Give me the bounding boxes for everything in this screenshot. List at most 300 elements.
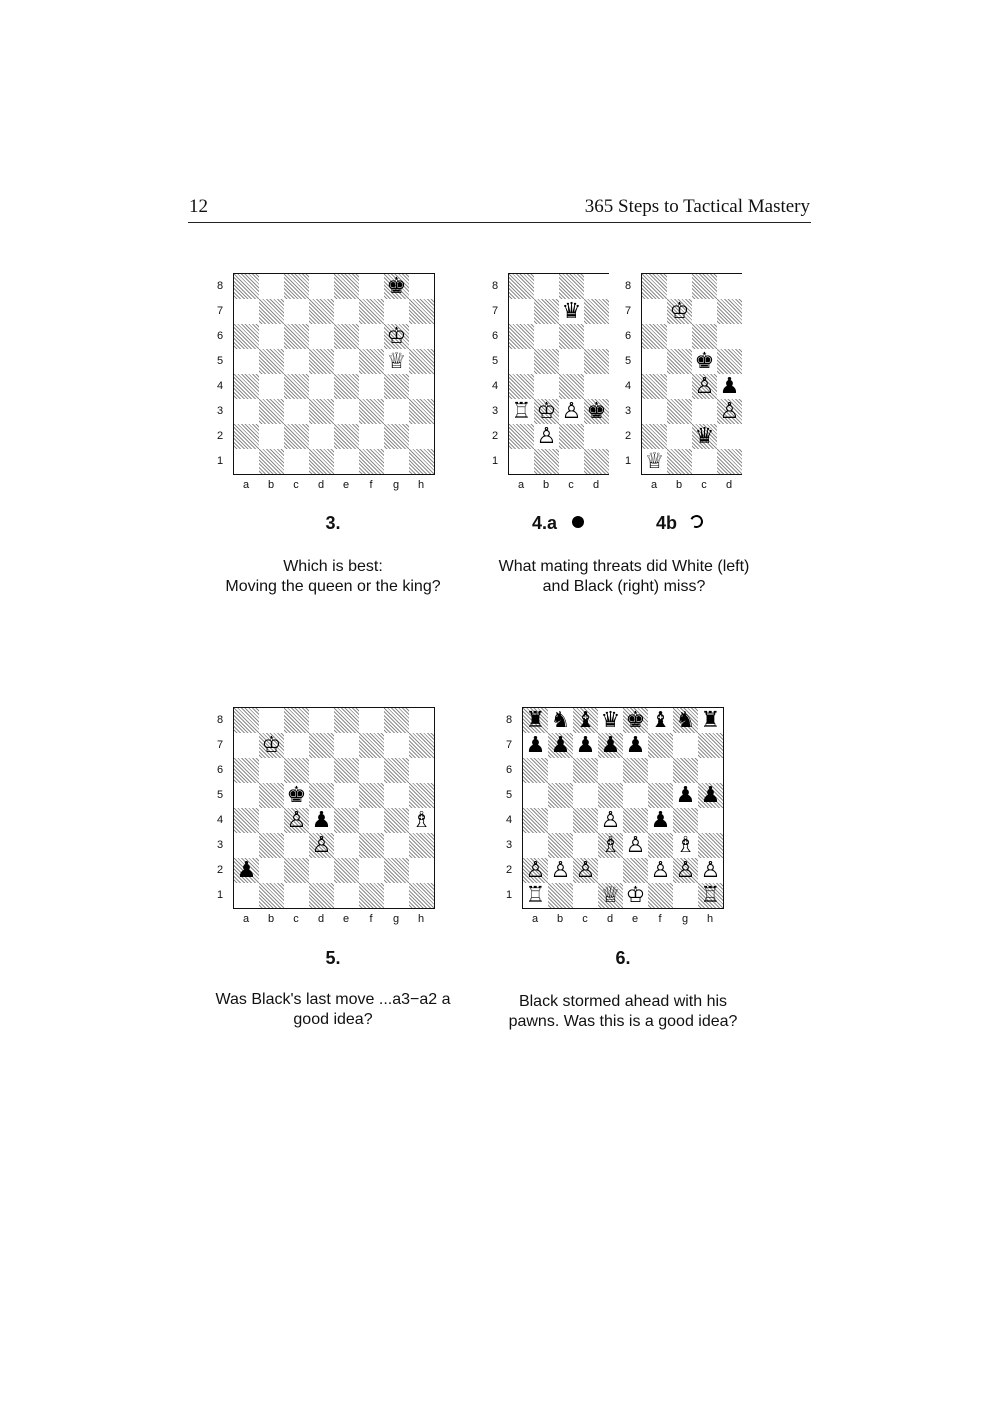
- square-e7: [334, 733, 359, 758]
- file-label: a: [242, 913, 250, 925]
- exercise-caption-3: [193, 557, 473, 597]
- square-g7: [384, 299, 409, 324]
- square-a3: [523, 833, 548, 858]
- rank-label: 3: [216, 839, 224, 851]
- rank-label: 2: [216, 864, 224, 876]
- rank-label: 7: [216, 305, 224, 317]
- square-g4: [384, 374, 409, 399]
- rank-label: 7: [624, 305, 632, 317]
- square-d8: [309, 708, 334, 733]
- square-d8: [717, 274, 742, 299]
- square-e4: [334, 808, 359, 833]
- square-a5: [234, 349, 259, 374]
- square-c3: [284, 399, 309, 424]
- square-e1: [334, 883, 359, 908]
- rank-label: 7: [505, 739, 513, 751]
- white-rook-icon: ♖: [700, 883, 721, 908]
- white-rook-icon: ♖: [525, 883, 546, 908]
- square-a1: [234, 449, 259, 474]
- square-g6: [673, 758, 698, 783]
- square-g6: [384, 758, 409, 783]
- square-d7: [717, 299, 742, 324]
- white-pawn-icon: ♙: [575, 858, 596, 883]
- file-label: e: [342, 479, 350, 491]
- file-label: f: [369, 913, 373, 925]
- white-pawn-icon: ♙: [525, 858, 546, 883]
- square-b4: [259, 374, 284, 399]
- file-label: d: [317, 913, 325, 925]
- square-b6: [534, 324, 559, 349]
- white-pawn-icon: ♙: [600, 808, 621, 833]
- square-d1: [717, 449, 742, 474]
- file-label: c: [568, 479, 574, 491]
- black-king-icon: ♚: [586, 399, 607, 424]
- square-c7: [692, 299, 717, 324]
- square-d1: [309, 449, 334, 474]
- square-d6: [309, 758, 334, 783]
- black-pawn-icon: ♟: [700, 783, 721, 808]
- square-d5: [309, 783, 334, 808]
- square-c6: [559, 324, 584, 349]
- rank-label: 3: [624, 405, 632, 417]
- square-e8: [334, 274, 359, 299]
- square-f5: [648, 783, 673, 808]
- file-label: g: [392, 479, 400, 491]
- square-h3: [698, 833, 723, 858]
- square-b1: [259, 449, 284, 474]
- square-c6: [573, 758, 598, 783]
- file-label: c: [701, 479, 707, 491]
- square-e2: [623, 858, 648, 883]
- square-d2: [309, 424, 334, 449]
- square-b5: [548, 783, 573, 808]
- black-pawn-icon: ♟: [311, 808, 332, 833]
- square-b5: [259, 783, 284, 808]
- white-pawn-icon: ♙: [625, 833, 646, 858]
- square-c8: [284, 274, 309, 299]
- square-a8: [509, 274, 534, 299]
- square-a7: [642, 299, 667, 324]
- black-rook-icon: ♜: [700, 708, 721, 733]
- square-d1: [309, 883, 334, 908]
- square-f4: [359, 374, 384, 399]
- rank-label: 6: [216, 330, 224, 342]
- square-b7: [259, 299, 284, 324]
- exercise-number-4b: [656, 513, 726, 534]
- square-b5: [667, 349, 692, 374]
- square-c3: [573, 833, 598, 858]
- square-f1: [359, 883, 384, 908]
- rank-label: 6: [505, 764, 513, 776]
- square-a3: [234, 833, 259, 858]
- file-label: b: [267, 913, 275, 925]
- square-c5: [284, 349, 309, 374]
- square-b4: [534, 374, 559, 399]
- black-rook-icon: ♜: [525, 708, 546, 733]
- rank-label: 5: [624, 355, 632, 367]
- square-c5: [559, 349, 584, 374]
- white-bishop-icon: ♗: [675, 833, 696, 858]
- square-b1: [534, 449, 559, 474]
- square-e3: [334, 833, 359, 858]
- square-a8: [642, 274, 667, 299]
- square-a4: [523, 808, 548, 833]
- square-b3: [667, 399, 692, 424]
- file-label: b: [542, 479, 550, 491]
- square-e5: [623, 783, 648, 808]
- file-label: e: [631, 913, 639, 925]
- black-pawn-icon: ♟: [719, 374, 740, 399]
- square-h4: [409, 374, 434, 399]
- square-h5: [409, 349, 434, 374]
- square-c1: [573, 883, 598, 908]
- square-h7: [698, 733, 723, 758]
- square-b4: [667, 374, 692, 399]
- square-a3: [234, 399, 259, 424]
- square-e5: [334, 349, 359, 374]
- square-c2: [284, 858, 309, 883]
- rank-label: 8: [624, 280, 632, 292]
- square-f8: [359, 274, 384, 299]
- square-b7: [534, 299, 559, 324]
- square-g4: [384, 808, 409, 833]
- square-g3: [384, 833, 409, 858]
- white-pawn-icon: ♙: [550, 858, 571, 883]
- chess-diagram-5: [216, 707, 435, 925]
- book-title: 365 Steps to Tactical Mastery: [584, 196, 810, 217]
- square-h2: [409, 424, 434, 449]
- square-d7: [309, 733, 334, 758]
- black-pawn-icon: ♟: [525, 733, 546, 758]
- black-bishop-icon: ♝: [575, 708, 596, 733]
- square-e3: [334, 399, 359, 424]
- black-knight-icon: ♞: [550, 708, 571, 733]
- black-pawn-icon: ♟: [650, 808, 671, 833]
- square-h6: [409, 324, 434, 349]
- square-c6: [692, 324, 717, 349]
- square-b5: [259, 349, 284, 374]
- square-a6: [234, 324, 259, 349]
- square-f6: [359, 324, 384, 349]
- white-bishop-icon: ♗: [600, 833, 621, 858]
- square-b1: [667, 449, 692, 474]
- exercise-caption-6: [483, 992, 763, 1032]
- square-d7: [584, 299, 609, 324]
- white-king-icon: ♔: [261, 733, 282, 758]
- square-a6: [523, 758, 548, 783]
- square-f5: [359, 783, 384, 808]
- square-a7: [509, 299, 534, 324]
- square-c4: [559, 374, 584, 399]
- square-a4: [642, 374, 667, 399]
- rank-label: 2: [216, 430, 224, 442]
- square-f3: [359, 399, 384, 424]
- square-b1: [548, 883, 573, 908]
- rank-label: 3: [216, 405, 224, 417]
- white-to-move-icon: [688, 513, 705, 530]
- square-f5: [359, 349, 384, 374]
- square-c1: [284, 449, 309, 474]
- exercise-number-5: 5.: [325, 948, 341, 968]
- file-label: c: [582, 913, 588, 925]
- square-f7: [359, 733, 384, 758]
- rank-label: 8: [216, 714, 224, 726]
- rank-label: 2: [505, 864, 513, 876]
- square-h7: [409, 733, 434, 758]
- caption-3-line-1: Which is best:: [283, 558, 383, 575]
- square-a1: [509, 449, 534, 474]
- square-d6: [584, 324, 609, 349]
- square-g1: [384, 883, 409, 908]
- rank-label: 4: [505, 814, 513, 826]
- square-f1: [648, 883, 673, 908]
- square-b8: [259, 708, 284, 733]
- exercise-caption-4: [474, 557, 774, 597]
- rank-label: 6: [624, 330, 632, 342]
- file-label: f: [658, 913, 662, 925]
- square-f7: [648, 733, 673, 758]
- rank-label: 1: [624, 455, 632, 467]
- square-d2: [584, 424, 609, 449]
- square-c3: [284, 833, 309, 858]
- white-pawn-icon: ♙: [286, 808, 307, 833]
- caption-5-line-1: Was Black's last move ...a3−a2 a: [215, 991, 451, 1008]
- rank-label: 4: [216, 380, 224, 392]
- black-queen-icon: ♛: [694, 424, 715, 449]
- square-e8: [334, 708, 359, 733]
- square-h8: [409, 708, 434, 733]
- square-b6: [259, 324, 284, 349]
- square-h6: [409, 758, 434, 783]
- white-king-icon: ♔: [536, 399, 557, 424]
- file-label: f: [369, 479, 373, 491]
- square-f3: [648, 833, 673, 858]
- black-pawn-icon: ♟: [236, 858, 257, 883]
- square-h7: [409, 299, 434, 324]
- square-c1: [692, 449, 717, 474]
- caption-6-line-1: Black stormed ahead with his: [518, 993, 728, 1010]
- square-b6: [259, 758, 284, 783]
- file-label: a: [242, 479, 250, 491]
- rank-label: 1: [491, 455, 499, 467]
- square-d6: [717, 324, 742, 349]
- square-g1: [384, 449, 409, 474]
- white-king-icon: ♔: [625, 883, 646, 908]
- rank-label: 5: [216, 789, 224, 801]
- square-c7: [284, 299, 309, 324]
- square-e6: [334, 324, 359, 349]
- square-b3: [259, 399, 284, 424]
- file-label: b: [675, 479, 683, 491]
- white-pawn-icon: ♙: [650, 858, 671, 883]
- square-c2: [559, 424, 584, 449]
- chess-diagram-3: [216, 273, 435, 491]
- caption-3-line-2: Moving the queen or the king?: [225, 578, 441, 595]
- black-pawn-icon: ♟: [625, 733, 646, 758]
- square-e7: [334, 299, 359, 324]
- square-d2: [309, 858, 334, 883]
- square-c6: [284, 324, 309, 349]
- square-c8: [559, 274, 584, 299]
- square-a4: [234, 808, 259, 833]
- square-c5: [573, 783, 598, 808]
- square-b5: [534, 349, 559, 374]
- square-d5: [309, 349, 334, 374]
- square-g5: [384, 783, 409, 808]
- exercise-number-4a-label: 4.a: [532, 513, 558, 533]
- square-a6: [234, 758, 259, 783]
- rank-label: 1: [216, 889, 224, 901]
- file-label: h: [417, 479, 425, 491]
- rank-label: 4: [216, 814, 224, 826]
- square-d4: [309, 374, 334, 399]
- file-label: c: [293, 479, 299, 491]
- square-g7: [673, 733, 698, 758]
- exercise-caption-5: [193, 990, 473, 1030]
- square-c8: [284, 708, 309, 733]
- square-f4: [359, 808, 384, 833]
- square-g1: [673, 883, 698, 908]
- file-label: b: [556, 913, 564, 925]
- square-d2: [717, 424, 742, 449]
- square-d7: [309, 299, 334, 324]
- rank-label: 8: [491, 280, 499, 292]
- square-a4: [509, 374, 534, 399]
- page-header: [188, 194, 811, 223]
- square-a7: [234, 299, 259, 324]
- square-e4: [623, 808, 648, 833]
- white-rook-icon: ♖: [511, 399, 532, 424]
- file-label: h: [706, 913, 714, 925]
- square-g4: [673, 808, 698, 833]
- square-a5: [642, 349, 667, 374]
- square-b8: [534, 274, 559, 299]
- rank-label: 6: [491, 330, 499, 342]
- black-queen-icon: ♛: [561, 299, 582, 324]
- square-b4: [548, 808, 573, 833]
- square-h4: [698, 808, 723, 833]
- square-g7: [384, 733, 409, 758]
- square-d6: [309, 324, 334, 349]
- caption-4-line-1: What mating threats did White (left): [498, 558, 750, 575]
- square-b8: [259, 274, 284, 299]
- black-queen-icon: ♛: [600, 708, 621, 733]
- square-d3: [309, 399, 334, 424]
- square-e2: [334, 858, 359, 883]
- rank-label: 5: [491, 355, 499, 367]
- caption-5-line-2: good idea?: [293, 1011, 373, 1028]
- square-h1: [409, 883, 434, 908]
- square-f1: [359, 449, 384, 474]
- file-label: a: [531, 913, 539, 925]
- square-f3: [359, 833, 384, 858]
- exercise-number-4a: [532, 513, 602, 534]
- square-a6: [509, 324, 534, 349]
- black-pawn-icon: ♟: [575, 733, 596, 758]
- square-b6: [667, 324, 692, 349]
- square-e6: [623, 758, 648, 783]
- square-h8: [409, 274, 434, 299]
- square-e6: [334, 758, 359, 783]
- square-f6: [648, 758, 673, 783]
- square-a3: [642, 399, 667, 424]
- black-bishop-icon: ♝: [650, 708, 671, 733]
- rank-label: 5: [505, 789, 513, 801]
- rank-label: 4: [491, 380, 499, 392]
- rank-label: 2: [624, 430, 632, 442]
- white-queen-icon: ♕: [386, 349, 407, 374]
- square-a5: [509, 349, 534, 374]
- square-h6: [698, 758, 723, 783]
- square-e5: [334, 783, 359, 808]
- white-king-icon: ♔: [386, 324, 407, 349]
- square-b3: [548, 833, 573, 858]
- square-a4: [234, 374, 259, 399]
- square-d1: [584, 449, 609, 474]
- exercise-number-6: 6.: [615, 948, 631, 968]
- square-b3: [259, 833, 284, 858]
- chess-diagram-4a: [491, 273, 609, 491]
- square-a2: [234, 424, 259, 449]
- white-king-icon: ♔: [669, 299, 690, 324]
- black-to-move-icon: [572, 516, 584, 528]
- square-g3: [384, 399, 409, 424]
- square-f2: [359, 424, 384, 449]
- white-pawn-icon: ♙: [311, 833, 332, 858]
- square-f7: [359, 299, 384, 324]
- square-a6: [642, 324, 667, 349]
- rank-label: 3: [491, 405, 499, 417]
- square-a7: [234, 733, 259, 758]
- square-h1: [409, 449, 434, 474]
- square-c1: [284, 883, 309, 908]
- square-c4: [573, 808, 598, 833]
- square-a5: [523, 783, 548, 808]
- rank-label: 4: [624, 380, 632, 392]
- square-f6: [359, 758, 384, 783]
- square-c3: [692, 399, 717, 424]
- caption-6-line-2: pawns. Was this is a good idea?: [508, 1013, 738, 1030]
- square-d8: [584, 274, 609, 299]
- square-d2: [598, 858, 623, 883]
- square-g2: [384, 424, 409, 449]
- white-pawn-icon: ♙: [700, 858, 721, 883]
- rank-label: 1: [216, 455, 224, 467]
- square-e2: [334, 424, 359, 449]
- square-a8: [234, 708, 259, 733]
- black-pawn-icon: ♟: [675, 783, 696, 808]
- square-a5: [234, 783, 259, 808]
- square-b2: [259, 424, 284, 449]
- rank-label: 3: [505, 839, 513, 851]
- white-pawn-icon: ♙: [694, 374, 715, 399]
- rank-label: 7: [216, 739, 224, 751]
- white-bishop-icon: ♗: [411, 808, 432, 833]
- black-king-icon: ♚: [286, 783, 307, 808]
- rank-label: 1: [505, 889, 513, 901]
- file-label: d: [592, 479, 600, 491]
- square-d4: [584, 374, 609, 399]
- white-pawn-icon: ♙: [561, 399, 582, 424]
- black-king-icon: ♚: [694, 349, 715, 374]
- black-pawn-icon: ♟: [550, 733, 571, 758]
- rank-label: 6: [216, 764, 224, 776]
- square-c2: [284, 424, 309, 449]
- white-pawn-icon: ♙: [719, 399, 740, 424]
- square-b6: [548, 758, 573, 783]
- rank-label: 8: [505, 714, 513, 726]
- square-b8: [667, 274, 692, 299]
